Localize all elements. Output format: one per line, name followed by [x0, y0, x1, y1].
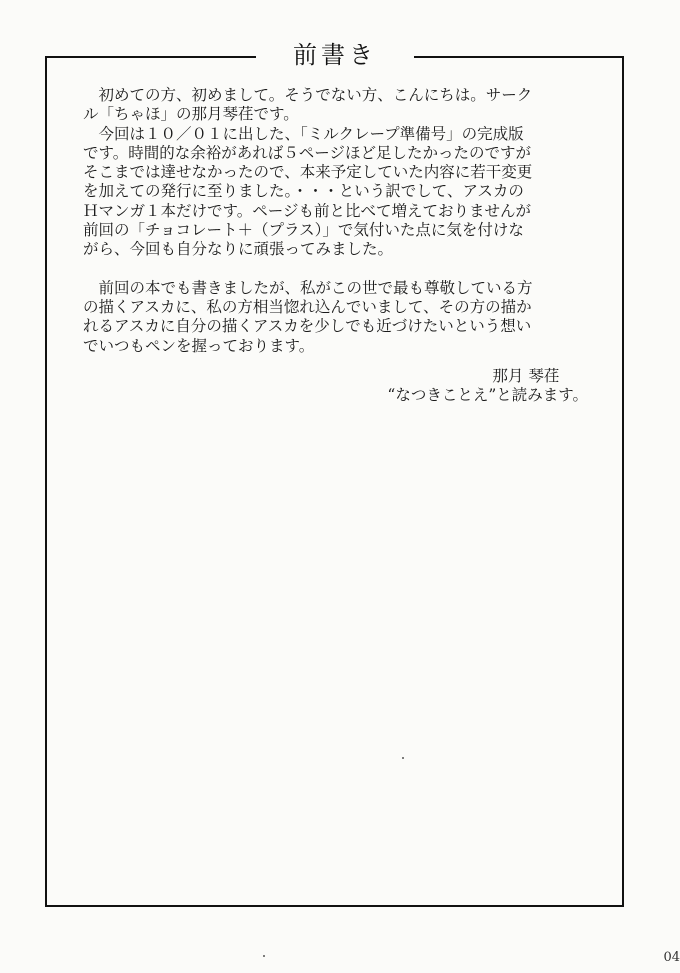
- text-line: 前回の本でも書きましたが、私がこの世で最も尊敬している方: [98, 278, 533, 297]
- text-line: です。時間的な余裕があれば５ページほど足したかったのですが: [83, 143, 531, 162]
- foreword-body: [83, 86, 618, 356]
- title-box: [256, 37, 414, 73]
- signature-block: [387, 367, 588, 406]
- text-line: 今回は１０／０１に出した、「ミルクレープ準備号」の完成版: [98, 124, 524, 143]
- text-line: 前回の「チョコレート＋（プラス）」で気付いた点に気を付けな: [83, 221, 524, 240]
- page-number: 04: [663, 950, 680, 965]
- text-line: がら、今回も自分なりに頑張ってみました。: [83, 240, 394, 259]
- author-reading: “なつきことえ”と読みます。: [387, 386, 588, 405]
- text-line: れるアスカに自分の描くアスカを少しでも近づけたいという想い: [83, 317, 532, 336]
- paragraph-1: [83, 86, 618, 125]
- author-name: 那月 琴荏: [492, 367, 560, 385]
- text-line: 初めての方、初めまして。そうでない方、こんにちは。サーク: [98, 86, 533, 104]
- paragraph-3: [83, 279, 618, 356]
- page-title: 前書き: [293, 41, 377, 69]
- paragraph-spacer: [83, 260, 618, 279]
- text-line: ル「ちゃほ」の那月琴荏です。: [83, 105, 299, 124]
- scan-speck: [402, 757, 404, 759]
- text-line: の描くアスカに、私の方相当惚れ込んでいまして、その方の描か: [83, 297, 532, 316]
- text-line: でいつもペンを握っております。: [83, 336, 315, 355]
- scan-speck: [263, 955, 265, 957]
- paragraph-2: [83, 125, 618, 260]
- text-line: そこまでは達せなかったので、本来予定していた内容に若干変更: [83, 163, 533, 182]
- text-line: Ｈマンガ１本だけです。ページも前と比べて増えておりませんが: [83, 201, 531, 220]
- text-line: を加えての発行に至りました。・・・という訳でして、アスカの: [83, 182, 524, 201]
